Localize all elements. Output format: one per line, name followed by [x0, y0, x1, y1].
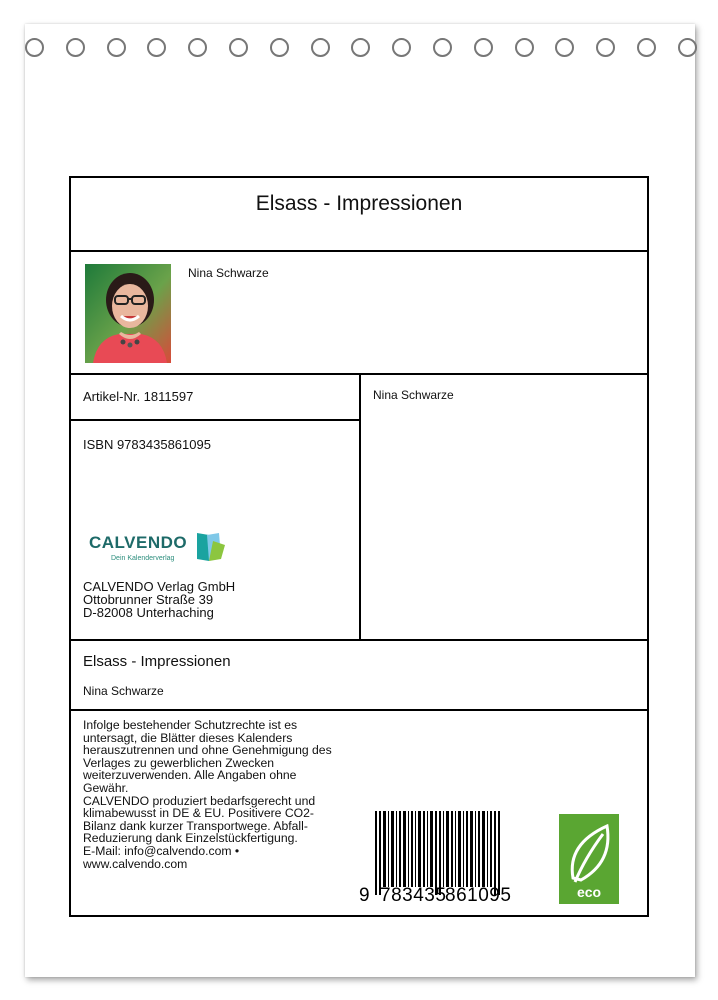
legal-line: klimabewusst in DE & EU. Positivere CO2- [83, 806, 314, 821]
publisher-address [83, 580, 235, 619]
publisher-box [69, 419, 361, 641]
legal-line: herauszutrennen und ohne Genehmigung des [83, 743, 332, 758]
isbn: ISBN 9783435861095 [83, 437, 211, 452]
binding-hole [392, 38, 411, 57]
binding-hole [515, 38, 534, 57]
barcode-bars [359, 811, 519, 895]
binding-hole [229, 38, 248, 57]
calvendo-logo-tagline: Dein Kalenderverlag [111, 555, 175, 562]
legal-line: Gewähr. [83, 780, 129, 795]
binding-hole [351, 38, 370, 57]
barcode-digits-left: 783435 [380, 885, 447, 906]
binding-hole [188, 38, 207, 57]
legal-notice [83, 719, 355, 870]
footer-title-box [69, 639, 649, 711]
article-number-box [69, 373, 361, 421]
calendar-title: Elsass - Impressionen [255, 192, 463, 215]
binding-hole [147, 38, 166, 57]
info-box-right [359, 373, 649, 641]
isbn-barcode [359, 811, 519, 911]
binding-hole [25, 38, 44, 57]
binding-hole [107, 38, 126, 57]
legal-line: Infolge bestehender Schutzrechte ist es [83, 718, 298, 732]
legal-line: Verlages zu gewerblichen Zwecken [83, 755, 275, 770]
legal-line: CALVENDO produziert bedarfsgerecht und [83, 793, 316, 808]
binding-hole [66, 38, 85, 57]
legal-box [69, 709, 649, 917]
binding-hole [270, 38, 289, 57]
binding-hole [637, 38, 656, 57]
legal-line: Bilanz dank kurzer Transportwege. Abfall- [83, 818, 308, 833]
author-box [69, 250, 649, 375]
article-number: Artikel-Nr. 1811597 [83, 389, 194, 404]
legal-line: untersagt, die Blätter dieses Kalenders [83, 730, 293, 745]
barcode-digits-right: 861095 [445, 885, 512, 906]
legal-line: E-Mail: info@calvendo.com • [83, 843, 240, 858]
calvendo-logo-text: CALVENDO [89, 533, 188, 552]
binding-hole [311, 38, 330, 57]
binding-hole [474, 38, 493, 57]
spiral-binding [25, 38, 695, 58]
binding-hole [596, 38, 615, 57]
publisher-city: D-82008 Unterhaching [83, 605, 214, 620]
footer-author: Nina Schwarze [83, 684, 164, 698]
info-author-name: Nina Schwarze [373, 388, 454, 402]
barcode-digit-first: 9 [359, 885, 370, 906]
binding-hole [433, 38, 452, 57]
legal-line: weiterzuverwenden. Alle Angaben ohne [83, 768, 297, 783]
calvendo-logo-mark [195, 531, 227, 563]
publisher-name: CALVENDO Verlag GmbH [83, 579, 236, 594]
eco-badge [559, 814, 619, 904]
footer-title: Elsass - Impressionen [83, 653, 231, 670]
title-box [69, 176, 649, 252]
legal-line: www.calvendo.com [83, 856, 188, 871]
binding-hole [555, 38, 574, 57]
calvendo-logo [89, 533, 239, 573]
binding-hole [678, 38, 697, 57]
legal-line: Reduzierung dank Einzelstückfertigung. [83, 831, 298, 846]
publisher-street: Ottobrunner Straße 39 [83, 592, 214, 607]
author-name: Nina Schwarze [188, 266, 269, 280]
author-photo [85, 264, 171, 363]
eco-label: eco [576, 884, 602, 900]
